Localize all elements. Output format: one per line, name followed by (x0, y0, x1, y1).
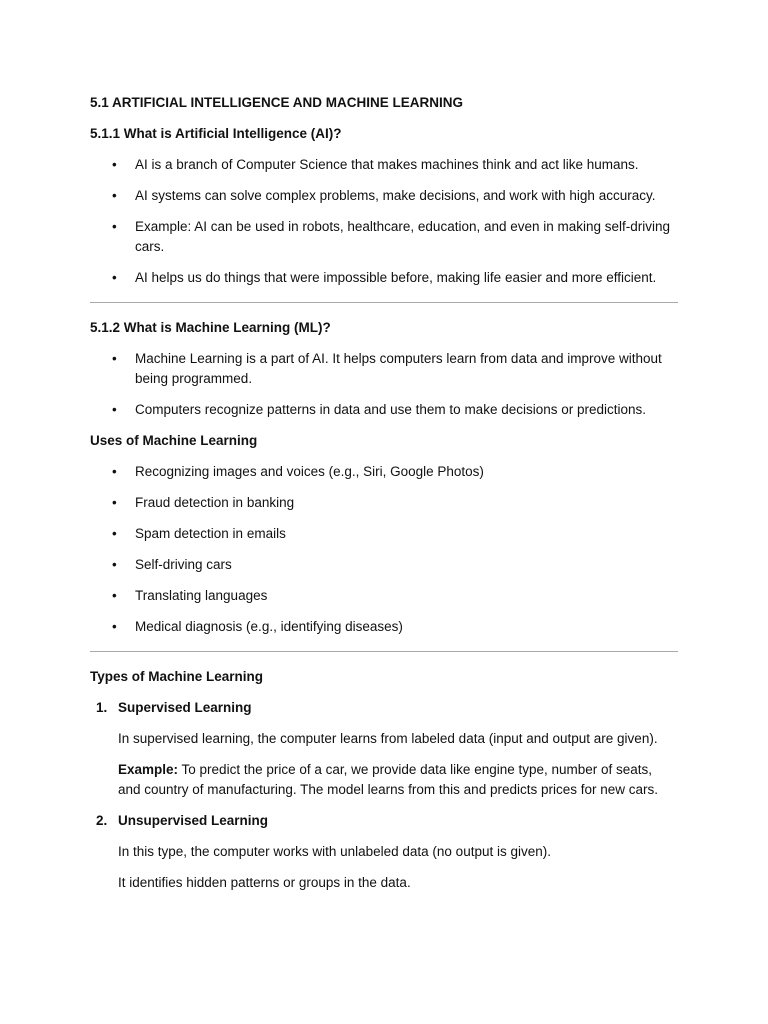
bullet-icon: • (112, 464, 117, 479)
bullet-icon: • (112, 270, 117, 285)
bullet-icon: • (112, 157, 117, 172)
item-number: 1. (96, 700, 108, 715)
bullet-icon: • (112, 188, 117, 203)
item-title: Unsupervised Learning (118, 813, 269, 828)
numbered-item-unsupervised (90, 811, 678, 831)
uses-bullet-list (90, 462, 678, 637)
supervised-example (118, 760, 678, 800)
list-item-text: Medical diagnosis (e.g., identifying diseases) (135, 619, 403, 634)
bullet-icon: • (112, 588, 117, 603)
bullet-icon: • (112, 219, 117, 234)
document-title: 5.1 ARTIFICIAL INTELLIGENCE AND MACHINE LEARNING (90, 95, 464, 110)
bullet-icon: • (112, 557, 117, 572)
list-item-text: Self-driving cars (135, 557, 232, 572)
bullet-icon: • (112, 619, 117, 634)
list-item-text: Recognizing images and voices (e.g., Siri, Google Photos) (135, 464, 484, 479)
list-item-text: Computers recognize patterns in data and use them to make decisions or predictions. (135, 402, 647, 417)
item-title: Supervised Learning (118, 700, 252, 715)
list-item-text: AI is a branch of Computer Science that makes machines think and act like humans. (135, 157, 639, 172)
list-item (90, 155, 678, 175)
types-numbered-list (90, 698, 678, 893)
supervised-description: In supervised learning, the computer learns from labeled data (input and output are given). (118, 731, 658, 746)
section-divider (90, 651, 678, 652)
list-item-text: AI helps us do things that were impossible before, making life easier and more efficient. (135, 270, 657, 285)
list-item-text: AI systems can solve complex problems, make decisions, and work with high accuracy. (135, 188, 656, 203)
ai-bullet-list (90, 155, 678, 288)
list-item-text: Fraud detection in banking (135, 495, 295, 510)
bullet-icon: • (112, 351, 117, 366)
bullet-icon: • (112, 495, 117, 510)
list-item (90, 462, 678, 482)
list-item (90, 268, 678, 288)
item-number: 2. (96, 813, 108, 828)
list-item (90, 617, 678, 637)
list-item (90, 493, 678, 513)
list-item-text: Example: AI can be used in robots, healthcare, education, and even in making self-driving cars. (135, 219, 671, 254)
bullet-icon: • (112, 402, 117, 417)
list-item (90, 524, 678, 544)
numbered-item-supervised (90, 698, 678, 718)
example-label: Example: (118, 762, 179, 777)
ai-heading: 5.1.1 What is Artificial Intelligence (AI)? (90, 126, 342, 141)
list-item-text: Spam detection in emails (135, 526, 286, 541)
list-item (90, 186, 678, 206)
unsupervised-description: In this type, the computer works with unlabeled data (no output is given). (118, 844, 551, 859)
uses-heading: Uses of Machine Learning (90, 433, 258, 448)
list-item (90, 349, 678, 389)
list-item-text: Machine Learning is a part of AI. It helps computers learn from data and improve without being programmed. (135, 351, 662, 386)
ml-bullet-list (90, 349, 678, 420)
unsupervised-detail: It identifies hidden patterns or groups in the data. (118, 875, 411, 890)
ml-heading: 5.1.2 What is Machine Learning (ML)? (90, 320, 331, 335)
list-item-text: Translating languages (135, 588, 268, 603)
bullet-icon: • (112, 526, 117, 541)
example-text: To predict the price of a car, we provide data like engine type, number of seats, and country of manufacturing. The model learns from this and predicts prices for new cars. (118, 762, 659, 797)
types-heading: Types of Machine Learning (90, 669, 264, 684)
list-item (90, 586, 678, 606)
section-divider (90, 302, 678, 303)
list-item (90, 555, 678, 575)
list-item (90, 217, 678, 257)
list-item (90, 400, 678, 420)
